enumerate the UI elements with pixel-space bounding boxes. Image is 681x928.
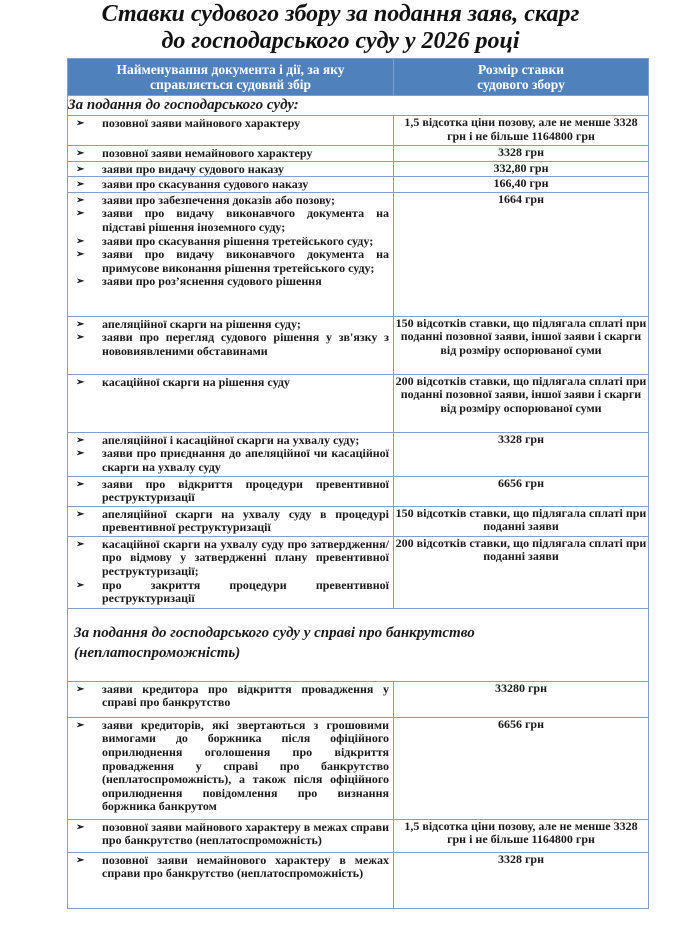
list-item-text: заяви про скасування судового наказу — [102, 177, 309, 192]
table-row — [68, 116, 649, 146]
table-row — [68, 717, 649, 819]
header-document-line-1: Найменування документа і дії, за яку — [116, 62, 345, 77]
list-item-text: апеляційної скарги на ухвалу суду в процедурі превентивної реструктуризації — [102, 506, 389, 535]
arrow-bullet-icon: ➢ — [76, 332, 85, 344]
list-item — [74, 376, 389, 390]
fee-cell: 6656 грн — [394, 476, 649, 506]
document-cell — [68, 536, 394, 608]
document-cell — [68, 146, 394, 162]
document-cell — [68, 161, 394, 177]
list-item-text: заяви про відкриття процедури превентивної реструктуризації — [102, 476, 389, 505]
title-line-1: Ставки судового збору за подання заяв, скарг — [101, 1, 580, 27]
document-cell — [68, 681, 394, 717]
list-item — [74, 147, 389, 161]
section-heading-row — [68, 608, 649, 681]
arrow-bullet-icon: ➢ — [76, 434, 85, 446]
fee-cell: 200 відсотків ставки, що підлягала сплаті при поданні заяви — [394, 536, 649, 608]
arrow-bullet-icon: ➢ — [76, 208, 85, 220]
header-document-line-2: справляється судовий збір — [150, 77, 311, 92]
document-list — [68, 116, 393, 131]
list-item — [74, 434, 389, 448]
list-item — [74, 178, 389, 192]
list-item — [74, 478, 389, 505]
table-row — [68, 852, 649, 908]
arrow-bullet-icon: ➢ — [76, 276, 85, 288]
list-item-text: заяви про приєднання до апеляційної чи касаційної скарги на ухвалу суду — [102, 446, 389, 474]
list-item-text: заяви про видачу виконавчого документа на підставі рішення іноземного суду; — [102, 206, 389, 234]
fee-cell: 150 відсотків ставки, що підлягала сплаті при поданні позовної заяви, іншої заяви і скарги від розміру оспорюваної суми — [394, 316, 649, 374]
document-cell — [68, 316, 394, 374]
document-list — [68, 193, 393, 289]
arrow-bullet-icon: ➢ — [76, 821, 85, 833]
list-item — [74, 235, 389, 249]
header-rate-line-2: судового збору — [477, 77, 565, 92]
document-cell — [68, 852, 394, 908]
arrow-bullet-icon: ➢ — [76, 148, 85, 159]
document-cell — [68, 177, 394, 193]
document-list — [68, 146, 393, 161]
fee-cell: 332,80 грн — [394, 161, 649, 177]
arrow-bullet-icon: ➢ — [76, 448, 85, 460]
arrow-bullet-icon: ➢ — [76, 719, 85, 731]
document-list — [68, 477, 393, 505]
list-item — [74, 117, 389, 131]
document-list — [68, 375, 393, 390]
table-row — [68, 161, 649, 177]
fee-cell: 166,40 грн — [394, 177, 649, 193]
list-item — [74, 275, 389, 289]
fee-cell: 1,5 відсотка ціни позову, але не менше 3328 грн і не більше 1164800 грн — [394, 819, 649, 852]
arrow-bullet-icon: ➢ — [76, 118, 85, 129]
header-document — [68, 59, 394, 96]
list-item — [74, 683, 389, 710]
list-item — [74, 538, 389, 579]
list-item — [74, 579, 389, 606]
arrow-bullet-icon: ➢ — [76, 235, 85, 247]
arrow-bullet-icon: ➢ — [76, 508, 85, 520]
fee-cell: 3328 грн — [394, 146, 649, 162]
list-item-text: заяви кредиторів, які звертаються з грошовими вимогами до боржника після офіційного оприлюднення оголошення про відкриття провадження у справі про банкрутство (неплатоспроможність), а також після офіційного оприлюднення повідомлення про визнання боржника банкрутом — [102, 717, 389, 814]
fee-cell: 150 відсотків ставки, що підлягала сплаті при поданні заяви — [394, 506, 649, 536]
list-item-text: касаційної скарги на ухвалу суду про затвердження/про відмову у затвердженні плану превентивної реструктуризації; — [102, 536, 389, 578]
list-item — [74, 163, 389, 177]
document-cell — [68, 476, 394, 506]
table-row — [68, 506, 649, 536]
document-cell — [68, 374, 394, 432]
list-item-text: касаційної скарги на рішення суду — [102, 374, 290, 389]
arrow-bullet-icon: ➢ — [76, 249, 85, 261]
list-item-text: заяви про перегляд судового рішення у зв'язку з нововиявленими обставинами — [102, 330, 389, 358]
document-list — [68, 317, 393, 359]
list-item-text: заяви про забезпечення доказів або позову; — [102, 192, 336, 207]
header-rate — [394, 59, 649, 96]
table-row — [68, 374, 649, 432]
list-item-text: заяви про видачу виконавчого документа на примусове виконання рішення третейського суду; — [102, 247, 389, 275]
document-list — [68, 853, 393, 881]
arrow-bullet-icon: ➢ — [76, 376, 85, 388]
document-list — [68, 682, 393, 710]
document-list — [68, 718, 393, 814]
document-list — [68, 820, 393, 848]
arrow-bullet-icon: ➢ — [76, 194, 85, 206]
section-heading: За подання до господарського суду у справі про банкрутство (неплатоспроможність) — [68, 608, 649, 681]
list-item — [74, 248, 389, 275]
fee-cell: 1664 грн — [394, 192, 649, 316]
document-list — [68, 537, 393, 606]
fee-cell: 3328 грн — [394, 852, 649, 908]
document-cell — [68, 717, 394, 819]
arrow-bullet-icon: ➢ — [76, 683, 85, 695]
arrow-bullet-icon: ➢ — [76, 163, 85, 175]
section-heading: За подання до господарського суду: — [68, 96, 649, 116]
document-list — [68, 433, 393, 475]
table-row — [68, 432, 649, 476]
fee-cell: 3328 грн — [394, 432, 649, 476]
document-list — [68, 162, 393, 177]
list-item-text: заяви кредитора про відкриття провадження у справі про банкрутство — [102, 681, 389, 710]
arrow-bullet-icon: ➢ — [76, 854, 85, 866]
document-list — [68, 507, 393, 535]
arrow-bullet-icon: ➢ — [76, 538, 85, 550]
document-cell — [68, 432, 394, 476]
list-item-text: позовної заяви майнового характеру — [102, 116, 301, 130]
list-item — [74, 719, 389, 814]
list-item-text: позовної заяви немайнового характеру — [102, 146, 313, 160]
table-row — [68, 819, 649, 852]
table-row — [68, 192, 649, 316]
list-item-text: про закриття процедури превентивної реструктуризації — [102, 577, 389, 606]
list-item — [74, 318, 389, 332]
list-item-text: апеляційної і касаційної скарги на ухвалу суду; — [102, 432, 360, 447]
list-item — [74, 331, 389, 358]
list-item-text: заяви про скасування рішення третейського суду; — [102, 233, 374, 248]
list-item — [74, 207, 389, 234]
list-item-text: позовної заяви немайнового характеру в межах справи про банкрутство (неплатоспроможність) — [102, 852, 389, 881]
arrow-bullet-icon: ➢ — [76, 579, 85, 591]
list-item — [74, 854, 389, 881]
list-item — [74, 821, 389, 848]
list-item-text: позовної заяви майнового характеру в межах справи про банкрутство (неплатоспроможність) — [102, 819, 389, 848]
list-item-text: заяви про видачу судового наказу — [102, 161, 284, 176]
table-row — [68, 536, 649, 608]
list-item-text: заяви про роз’яснення судового рішення — [102, 274, 322, 289]
table-row — [68, 177, 649, 193]
document-cell — [68, 192, 394, 316]
document-list — [68, 177, 393, 192]
list-item — [74, 194, 389, 208]
fee-cell: 200 відсотків ставки, що підлягала сплаті при поданні позовної заяви, іншої заяви і скарги від розміру оспорюваної суми — [394, 374, 649, 432]
document-cell — [68, 116, 394, 146]
table-row — [68, 476, 649, 506]
list-item — [74, 508, 389, 535]
arrow-bullet-icon: ➢ — [76, 318, 85, 330]
fee-cell: 6656 грн — [394, 717, 649, 819]
arrow-bullet-icon: ➢ — [76, 179, 85, 191]
table-row — [68, 146, 649, 162]
header-rate-line-1: Розмір ставки — [477, 62, 565, 77]
document-cell — [68, 819, 394, 852]
list-item — [74, 447, 389, 474]
title-line-2: до господарського суду у 2026 році — [161, 28, 520, 54]
section-heading-row — [68, 96, 649, 116]
table-row — [68, 316, 649, 374]
document-cell — [68, 506, 394, 536]
court-fee-table — [67, 58, 649, 909]
fee-cell: 1,5 відсотка ціни позову, але не менше 3328 грн і не більше 1164800 грн — [394, 116, 649, 146]
table-row — [68, 681, 649, 717]
list-item-text: апеляційної скарги на рішення суду; — [102, 316, 301, 331]
arrow-bullet-icon: ➢ — [76, 478, 85, 490]
fee-cell: 33280 грн — [394, 681, 649, 717]
table-header-row — [68, 59, 649, 96]
